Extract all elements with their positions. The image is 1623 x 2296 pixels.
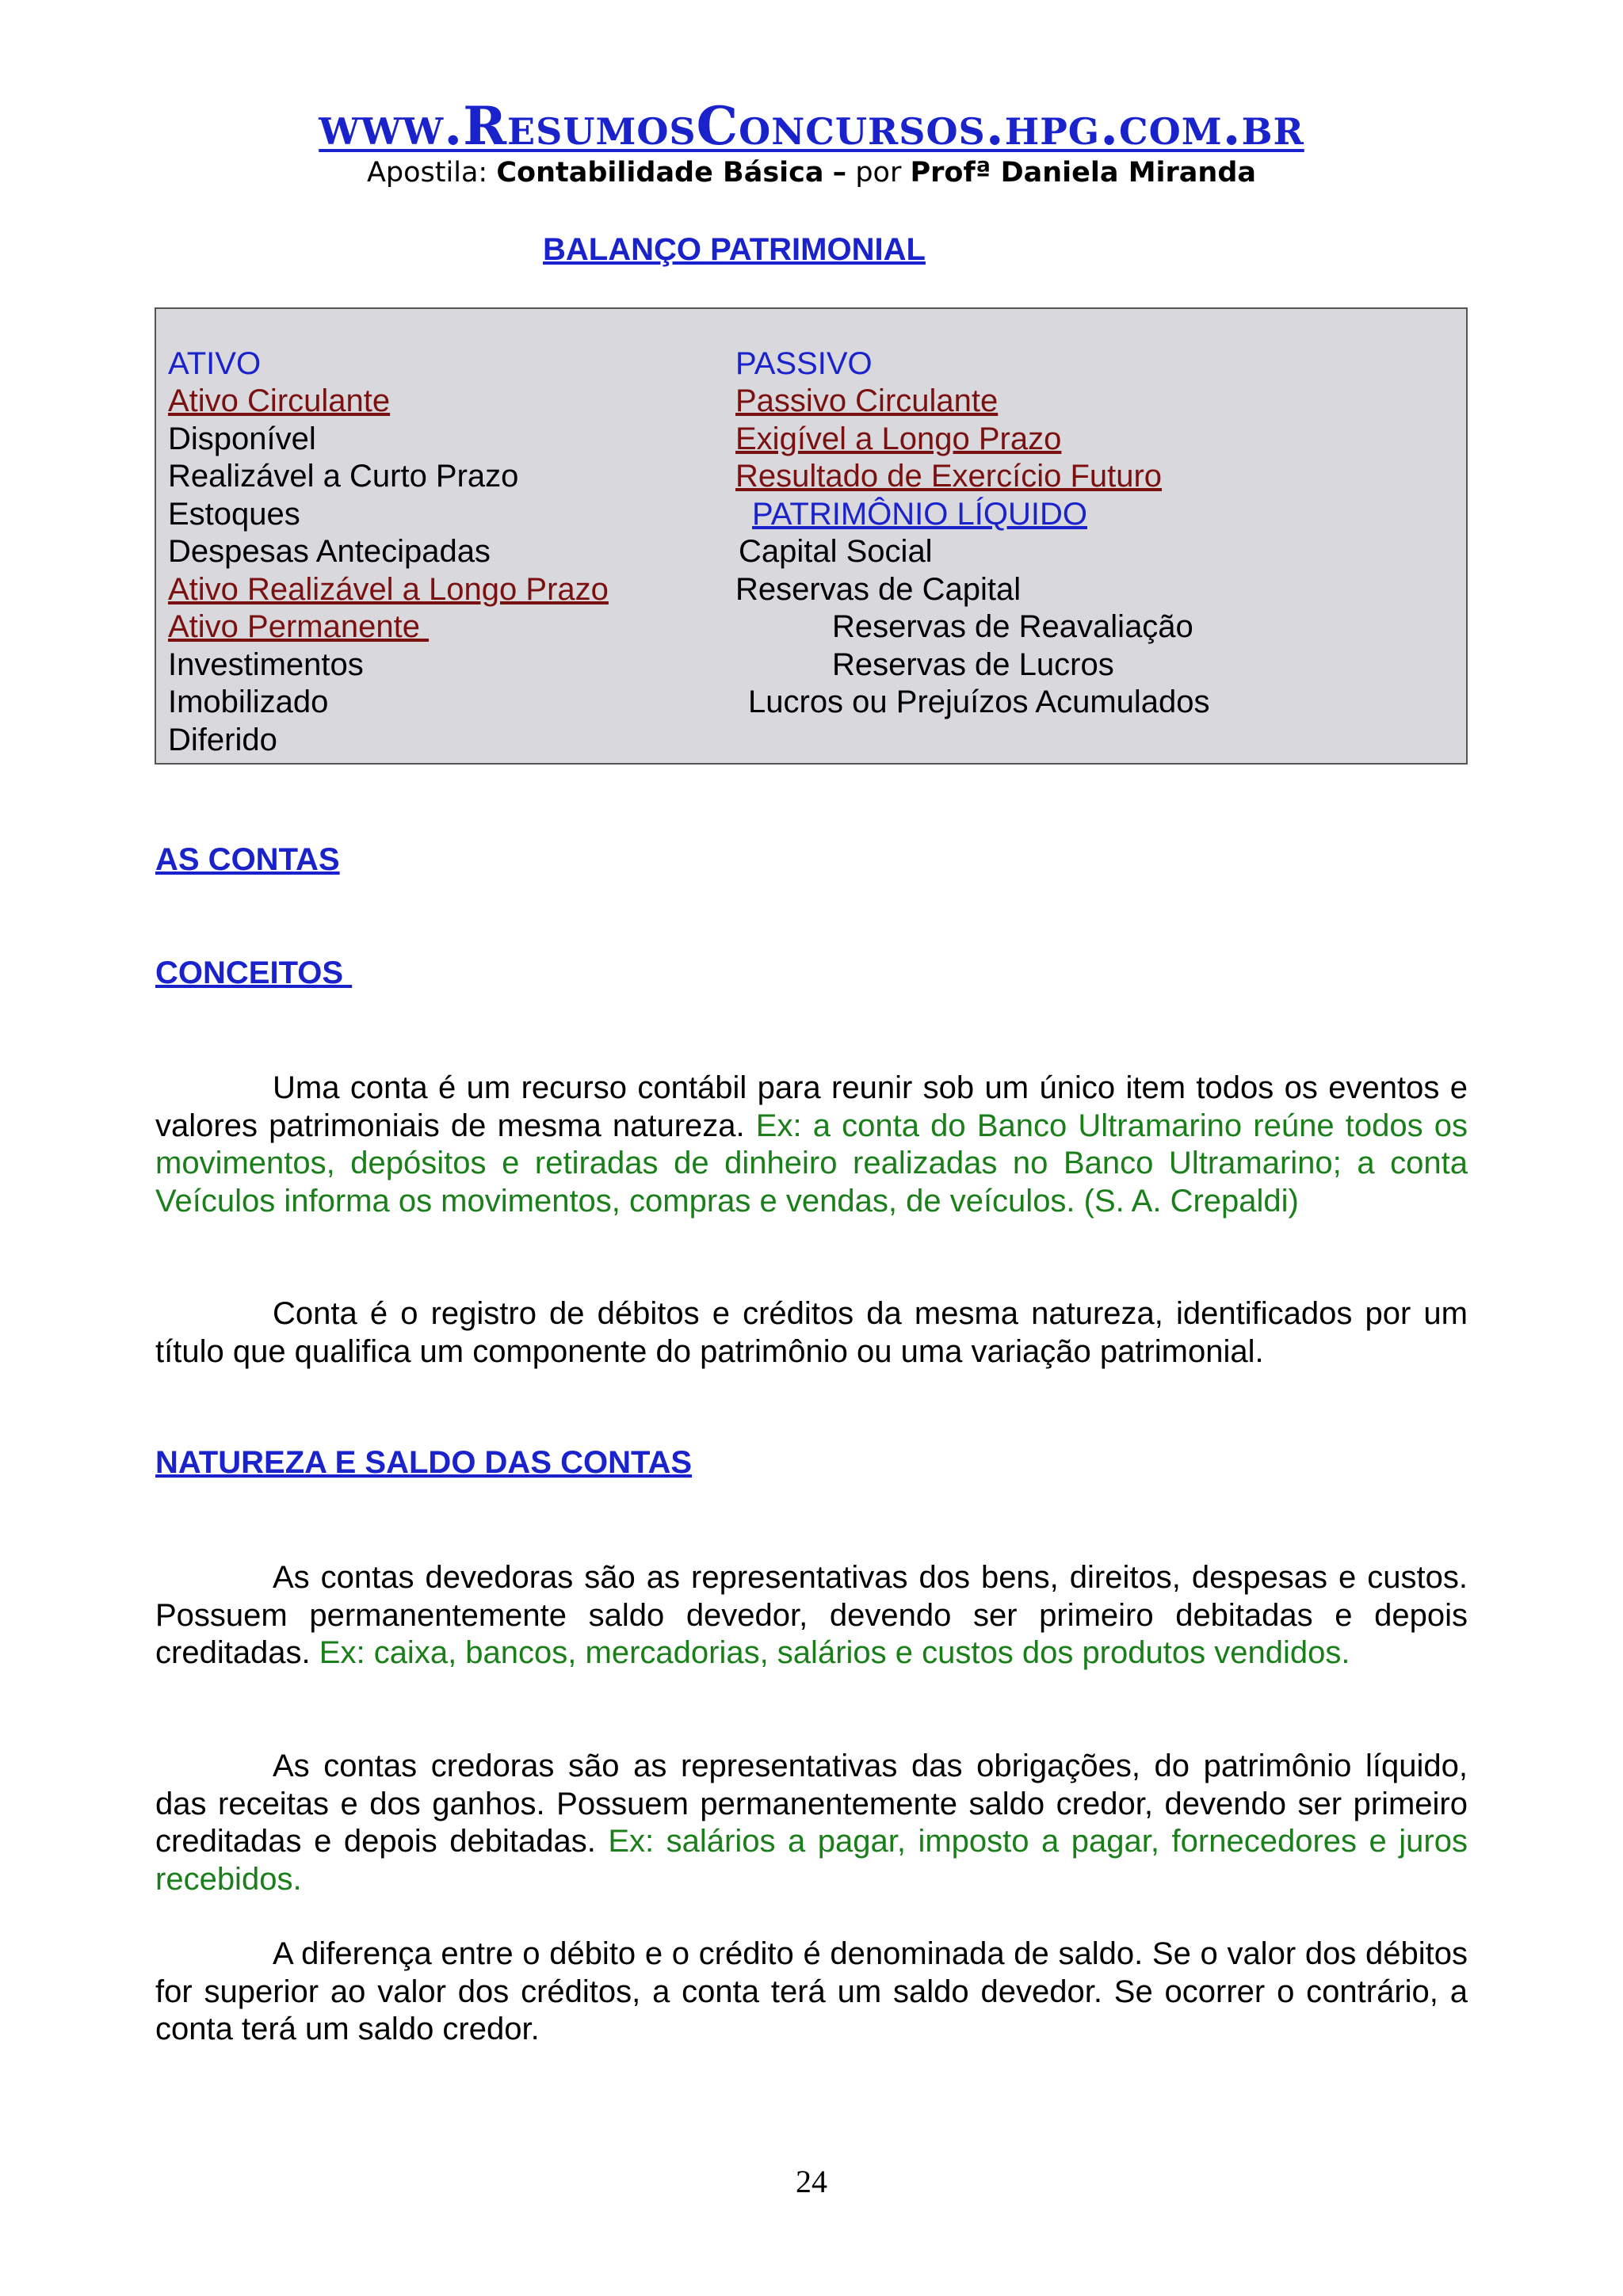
- author-name: Profª Daniela Miranda: [910, 157, 1257, 189]
- reservas-capital: Reservas de Capital: [735, 572, 1022, 607]
- document-subtitle: [0, 157, 1623, 189]
- section-as-contas: AS CONTAS: [155, 842, 340, 877]
- site-url-header[interactable]: www.ResumosConcursos.hpg.com.br: [319, 95, 1304, 157]
- balance-sheet-box: [155, 307, 1468, 765]
- realizavel-curto-prazo: Realizável a Curto Prazo: [168, 459, 519, 494]
- paragraph-saldo: [155, 1936, 1468, 2049]
- course-name: Contabilidade Básica: [496, 157, 824, 189]
- paragraph-text: Conta é o registro de débitos e créditos da mesma natureza, identificados por um título que qualifica um componente do patrimônio ou uma variação patrimonial.: [155, 1296, 1468, 1369]
- ativo-circulante: Ativo Circulante: [168, 383, 391, 418]
- section-natureza-saldo: NATUREZA E SALDO DAS CONTAS: [155, 1445, 693, 1480]
- ativo-realizavel-longo-prazo: Ativo Realizável a Longo Prazo: [168, 572, 609, 607]
- page-title: BALANÇO PATRIMONIAL: [543, 232, 926, 267]
- reservas-reavaliacao: Reservas de Reavaliação: [832, 609, 1193, 644]
- despesas-antecipadas: Despesas Antecipadas: [168, 534, 491, 569]
- capital-social: Capital Social: [739, 534, 933, 569]
- paragraph-text: A diferença entre o débito e o crédito é denominada de saldo. Se o valor dos débitos for superior ao valor dos créditos, a conta terá um saldo devedor. Se ocorrer o contrário, a conta terá um saldo credor.: [155, 1936, 1468, 2046]
- subtitle-dash: –: [832, 157, 847, 189]
- by-label: por: [855, 157, 902, 189]
- apostila-label: Apostila:: [366, 157, 488, 189]
- paragraph-contas-credoras: [155, 1748, 1468, 1898]
- disponivel: Disponível: [168, 421, 316, 456]
- investimentos: Investimentos: [168, 647, 364, 682]
- lucros-prejuizos-acumulados: Lucros ou Prejuízos Acumulados: [748, 685, 1210, 719]
- paragraph-text: As contas credoras são as representativas das obrigações, do patrimônio líquido, das receitas e dos ganhos. Possuem permanentemente saldo credor, devendo ser primeiro creditadas e depois debitadas.: [155, 1749, 1468, 1859]
- page-number: 24: [796, 2164, 827, 2199]
- paragraph-conta-definition: [155, 1070, 1468, 1220]
- imobilizado: Imobilizado: [168, 685, 329, 719]
- example-text: Ex: caixa, bancos, mercadorias, salários e custos dos produtos vendidos.: [319, 1635, 1350, 1670]
- estoques: Estoques: [168, 497, 300, 532]
- paragraph-text: Uma conta é um recurso contábil para reunir sob um único item todos os eventos e valores patrimoniais de mesma natureza.: [155, 1070, 1468, 1143]
- diferido: Diferido: [168, 723, 277, 757]
- paragraph-conta-registro: [155, 1295, 1468, 1371]
- passivo-heading: PASSIVO: [735, 346, 873, 381]
- example-text: Ex: salários a pagar, imposto a pagar, fornecedores e juros recebidos.: [155, 1824, 1468, 1897]
- section-conceitos: CONCEITOS: [155, 955, 353, 990]
- passivo-circulante: Passivo Circulante: [735, 383, 999, 418]
- resultado-exercicio-futuro: Resultado de Exercício Futuro: [735, 459, 1163, 494]
- reservas-lucros: Reservas de Lucros: [832, 647, 1114, 682]
- ativo-heading: ATIVO: [168, 346, 262, 381]
- example-text: Ex: a conta do Banco Ultramarino reúne todos os movimentos, depósitos e retiradas de dinheiro realizadas no Banco Ultramarino; a conta Veículos informa os movimentos, compras e vendas, de veículos. (S. A. Crepaldi): [155, 1108, 1468, 1219]
- ativo-permanente: Ativo Permanente: [168, 609, 430, 644]
- paragraph-contas-devedoras: [155, 1559, 1468, 1672]
- patrimonio-liquido-heading: PATRIMÔNIO LÍQUIDO: [752, 497, 1087, 532]
- exigivel-longo-prazo: Exigível a Longo Prazo: [735, 421, 1062, 456]
- paragraph-text: As contas devedoras são as representativas dos bens, direitos, despesas e custos. Possuem permanentemente saldo devedor, devendo ser primeiro debitadas e depois creditadas.: [155, 1560, 1468, 1670]
